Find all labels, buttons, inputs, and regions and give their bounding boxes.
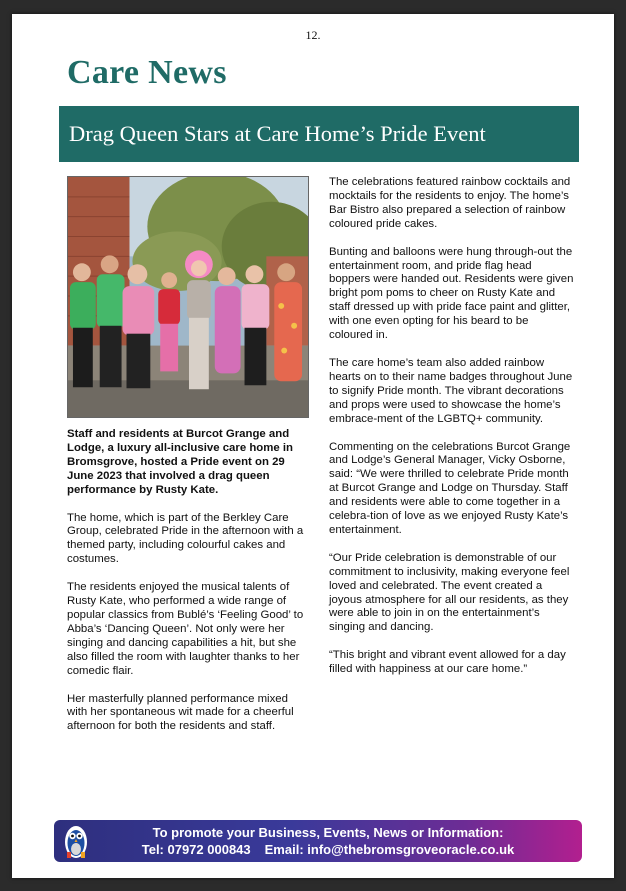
phone-number[interactable]: Tel: 07972 000843 — [141, 842, 251, 857]
paragraph: “This bright and vibrant event allowed for a day filled with happiness at our care home.” — [329, 649, 566, 676]
paragraph: Commenting on the celebrations Burcot Grange and Lodge’s General Manager, Vicky Osborne, said: “We were thrilled to celebrate Pride month at Burcot Grange and Lodge on Thursday. Staff and residents were able to come together in a celebra-tion of love as we enjoyed Rusty Kate’s entertainment. — [329, 440, 571, 536]
group-photo-icon — [67, 176, 309, 418]
promo-footer — [54, 820, 582, 862]
paragraph: The residents enjoyed the musical talents of Rusty Kate, who performed a wide range of popular classics from Bublé’s ‘Feeling Good’ to Abba’s ‘Dancing Queen’. Not only were her singing and dancing capabilities a hit, but she also filled the room with laughter thanks to her comedic flair. — [67, 581, 304, 677]
left-column — [67, 176, 309, 748]
paragraph: The care home’s team also added rainbow hearts on to their name badges throughout June to signify Pride month. The vibrant decorations and props were used to showcase the home’s embrace-ment of the LGBTQ+ community. — [329, 356, 573, 425]
left-text — [67, 428, 309, 734]
paragraph: “Our Pride celebration is demonstrable of our commitment to inclusivity, making everyone feel loved and celebrated. The event created a joyous atmosphere for all our residents, as they were able to join in on the entertainment’s singing and dancing. — [329, 551, 570, 634]
newspaper-page — [12, 14, 614, 878]
section-title: Care News — [67, 54, 227, 91]
right-column — [329, 176, 574, 677]
paragraph: Bunting and balloons were hung through-out the entertainment room, and pride flag head boppers were handed out. Residents were given bright pom poms to cheer on Rusty Kate and staff dressed up with pride face paint and glitter, with one even opting for his beard to be coloured in. — [329, 245, 574, 342]
headline: Drag Queen Stars at Care Home’s Pride Event — [69, 121, 486, 146]
promo-heading: To promote your Business, Events, News or Information: — [152, 825, 504, 840]
contact-line — [54, 842, 582, 857]
paragraph: The home, which is part of the Berkley Care Group, celebrated Pride in the afternoon with a themed party, including colourful cakes and costumes. — [67, 511, 304, 566]
paragraph: The celebrations featured rainbow cocktails and mocktails for the residents to enjoy. The home’s Bar Bistro also prepared a selection of rainbow coloured pride cakes. — [329, 176, 571, 230]
paragraph: Her masterfully planned performance mixed with her spontaneous wit made for a cheerful afternoon for both the residents and staff. — [67, 692, 294, 733]
email-address[interactable]: Email: info@thebromsgroveoracle.co.uk — [264, 842, 515, 857]
headline-banner — [59, 106, 579, 162]
photo-caption: Staff and residents at Burcot Grange and Lodge, a luxury all-inclusive care home in Bromsgrove, hosted a Pride event on 29 June 2023 that involved a drag queen performance by Rusty Kate. — [67, 428, 293, 496]
page-number: 12. — [305, 28, 321, 42]
